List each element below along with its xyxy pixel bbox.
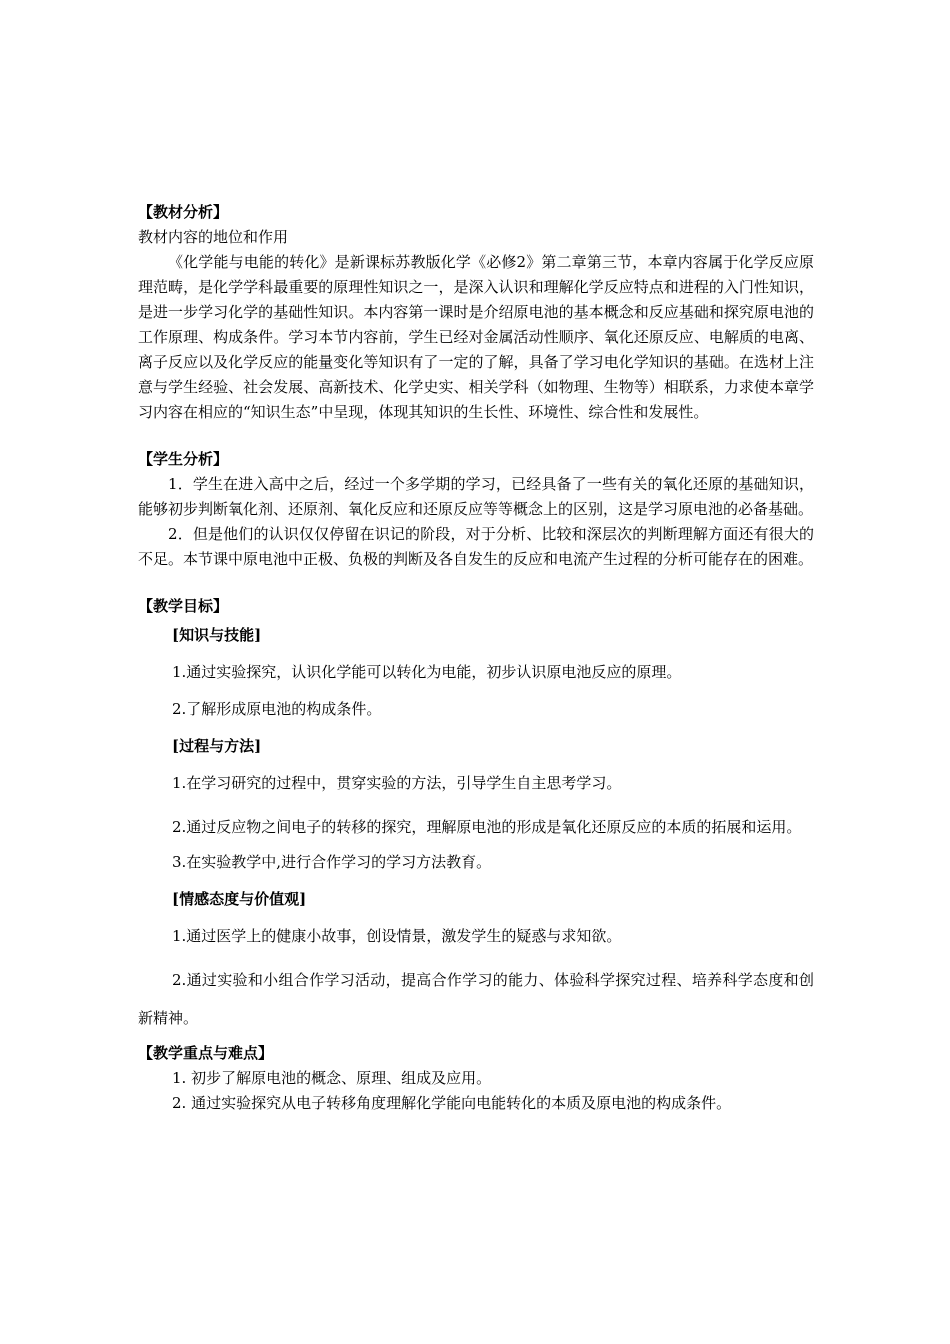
goal-item: 3.在实验教学中,进行合作学习的学习方法教育。 <box>172 853 492 871</box>
document-page <box>138 200 814 1116</box>
section-teaching-goals <box>138 594 814 1037</box>
goal-category-title: [过程与方法] <box>172 737 262 755</box>
paragraph: 2．但是他们的认识仅仅停留在识记的阶段，对于分析、比较和深层次的判断理解方面还有很大的不足。本节课中原电池中正极、负极的判断及各自发生的反应和电流产生过程的分析可能存在的困难。 <box>138 525 814 568</box>
goal-item: 1.通过实验探究，认识化学能可以转化为电能，初步认识原电池反应的原理。 <box>172 663 682 681</box>
section-heading: 【教材分析】 <box>138 203 229 221</box>
goal-item: 2.通过反应物之间电子的转移的探究，理解原电池的形成是氧化还原反应的本质的拓展和运用。 <box>172 818 802 836</box>
section-subheading: 教材内容的地位和作用 <box>138 228 289 246</box>
goal-item: 1.在学习研究的过程中，贯穿实验的方法，引导学生自主思考学习。 <box>172 774 622 792</box>
section-key-points <box>138 1041 814 1116</box>
section-textbook-analysis <box>138 200 814 425</box>
goal-item: 2.通过实验和小组合作学习活动，提高合作学习的能力、体验科学探究过程、培养科学态度和创新精神。 <box>138 971 814 1027</box>
goal-category-title: [情感态度与价值观] <box>172 890 307 908</box>
spacer <box>138 425 814 447</box>
goal-category-title: [知识与技能] <box>172 626 262 644</box>
section-heading: 【教学重点与难点】 <box>138 1044 274 1062</box>
goal-item: 1.通过医学上的健康小故事，创设情景，激发学生的疑惑与求知欲。 <box>172 927 622 945</box>
paragraph: 1．学生在进入高中之后，经过一个多学期的学习，已经具备了一些有关的氧化还原的基础知识，能够初步判断氧化剂、还原剂、氧化反应和还原反应等等概念上的区别，这是学习原电池的必备基础。 <box>138 475 814 518</box>
spacer <box>138 572 814 594</box>
key-point-item: 1. 初步了解原电池的概念、原理、组成及应用。 <box>172 1069 492 1087</box>
section-student-analysis <box>138 447 814 572</box>
section-heading: 【学生分析】 <box>138 450 229 468</box>
paragraph: 《化学能与电能的转化》是新课标苏教版化学《必修2》第二章第三节，本章内容属于化学反应原理范畴，是化学学科最重要的原理性知识之一，是深入认识和理解化学反应特点和进程的入门性知识，是进一步学习化学的基础性知识。本内容第一课时是介绍原电池的基本概念和反应基础和探究原电池的工作原理、构成条件。学习本节内容前，学生已经对金属活动性顺序、氧化还原反应、电解质的电离、离子反应以及化学反应的能量变化等知识有了一定的了解，具备了学习电化学知识的基础。在选材上注意与学生经验、社会发展、高新技术、化学史实、相关学科（如物理、生物等）相联系，力求使本章学习内容在相应的“知识生态”中呈现，体现其知识的生长性、环境性、综合性和发展性。 <box>138 253 814 421</box>
key-point-item: 2. 通过实验探究从电子转移角度理解化学能向电能转化的本质及原电池的构成条件。 <box>172 1094 732 1112</box>
goal-item: 2.了解形成原电池的构成条件。 <box>172 700 382 718</box>
section-heading: 【教学目标】 <box>138 597 229 615</box>
